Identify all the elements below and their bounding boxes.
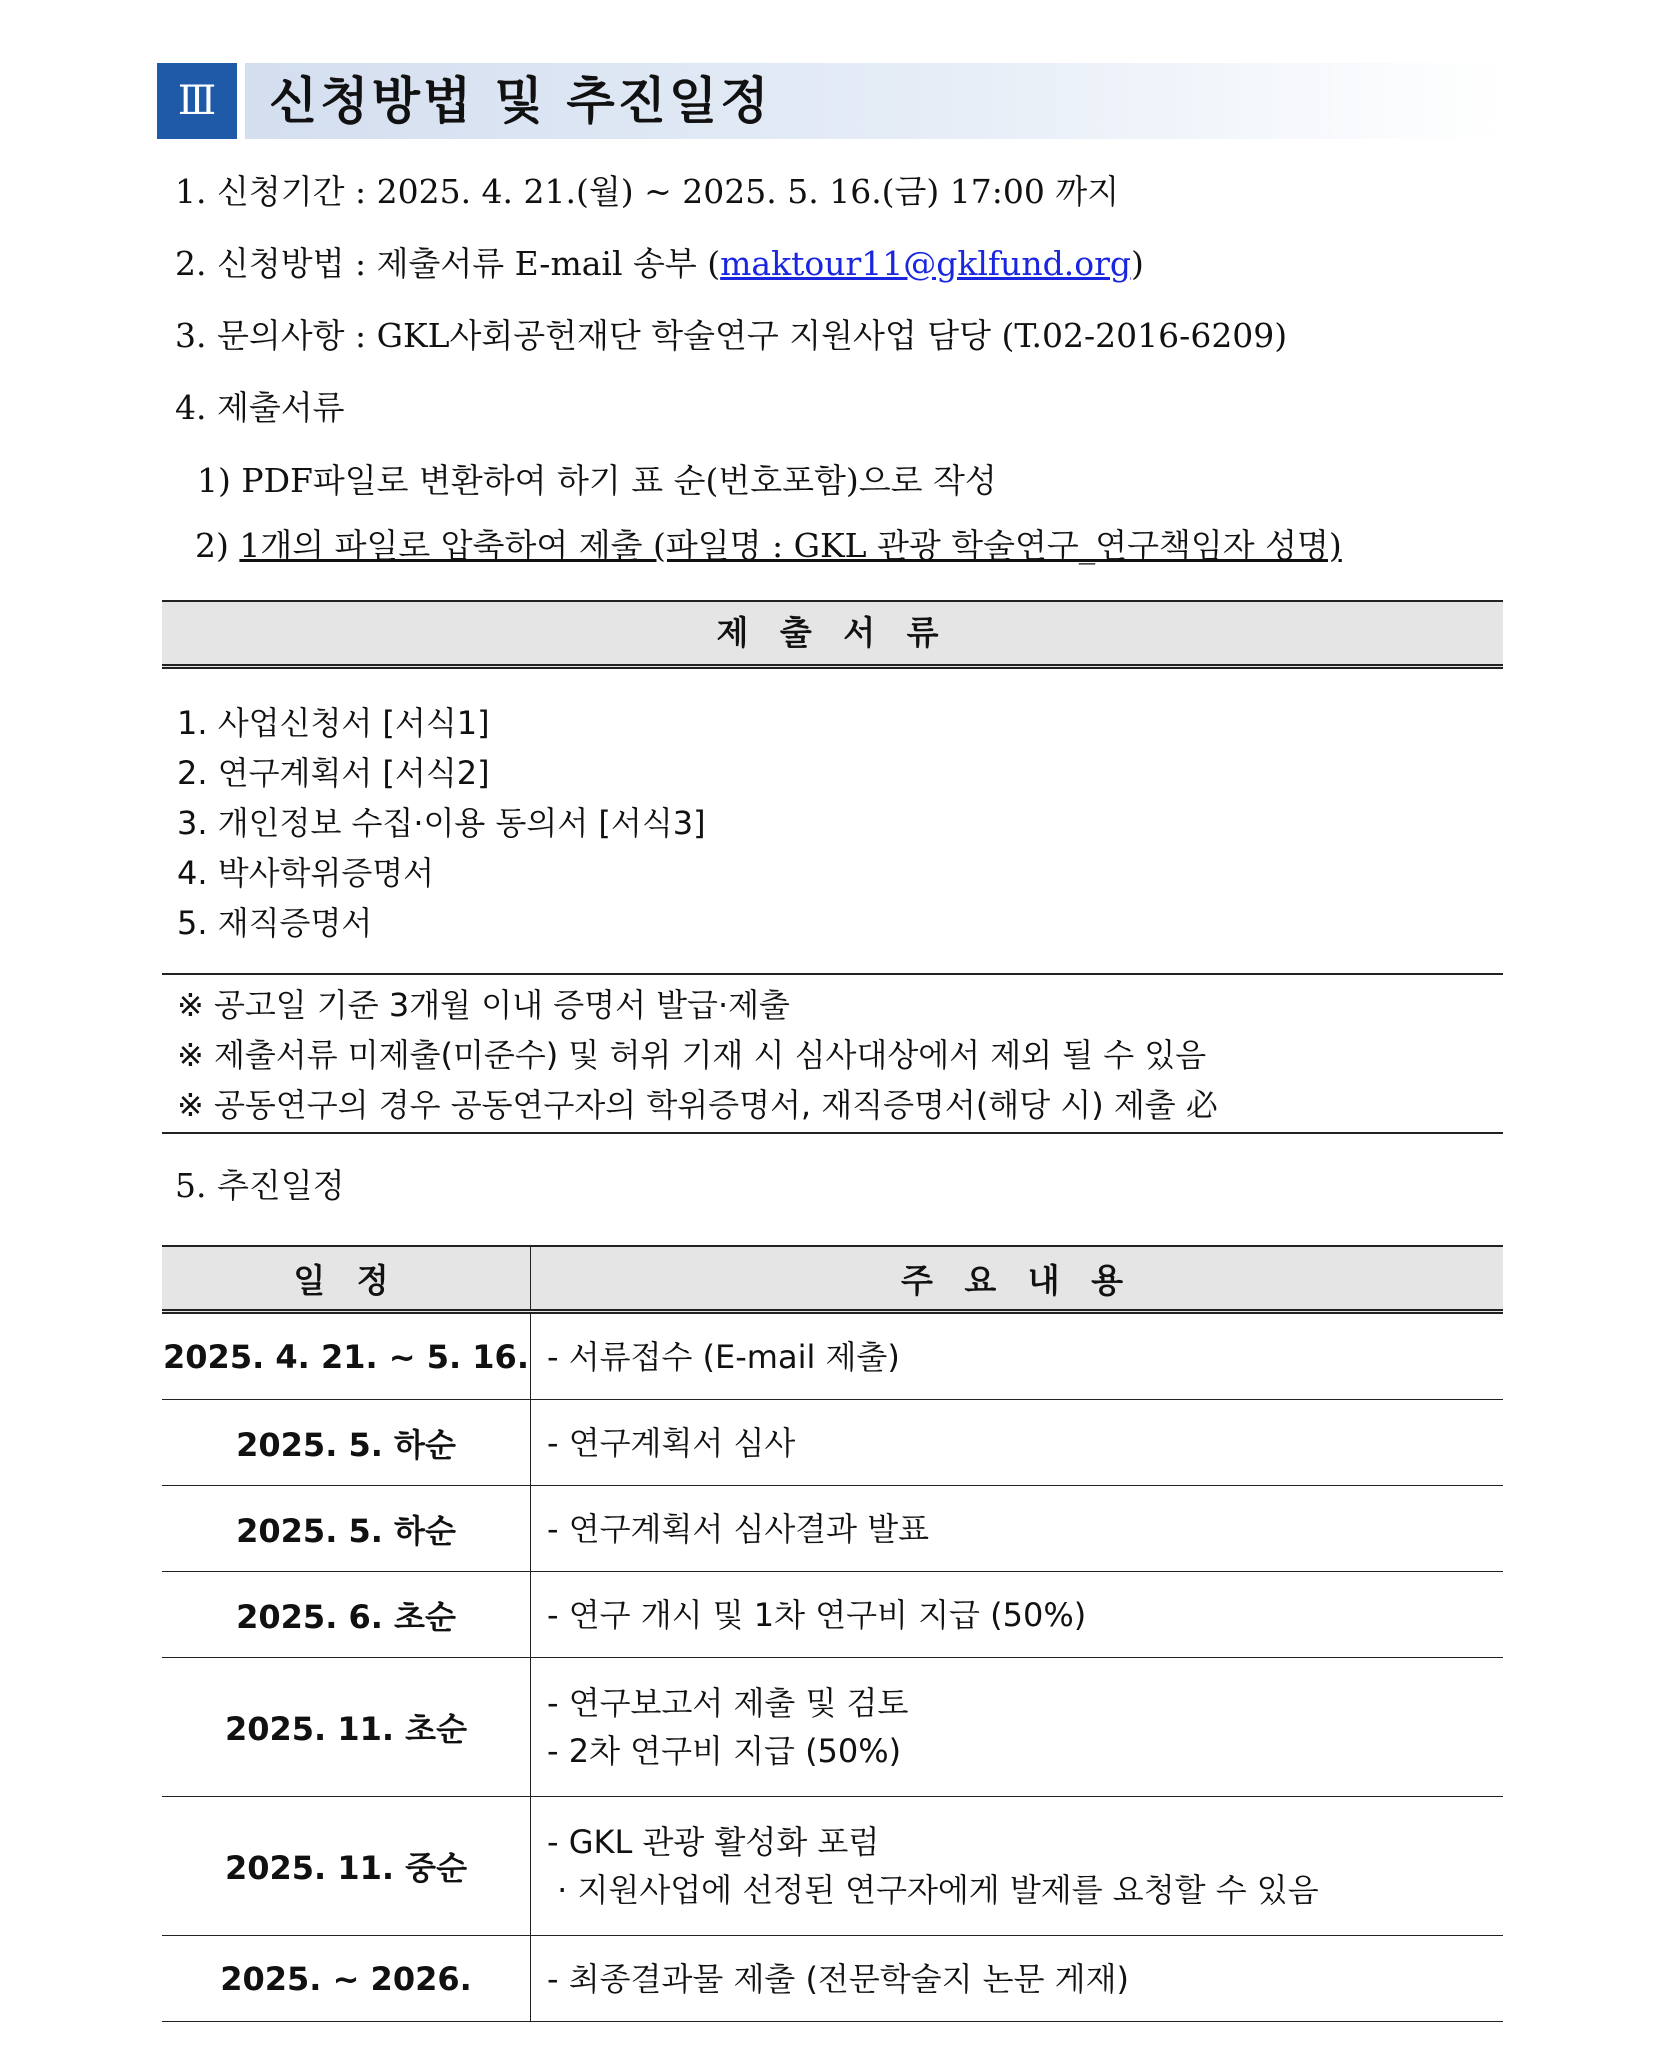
schedule-content-line: - 연구계획서 심사	[547, 1423, 796, 1462]
doc-item: 5. 재직증명서	[177, 904, 373, 942]
docs-note: ※ 공동연구의 경우 공동연구자의 학위증명서, 재직증명서(해당 시) 제출 必	[177, 1086, 1218, 1124]
schedule-date: 2025. 4. 21. ~ 5. 16.	[162, 1312, 531, 1400]
schedule-content-line: - 연구 개시 및 1차 연구비 지급 (50%)	[547, 1595, 1087, 1634]
application-period: 1. 신청기간 : 2025. 4. 21.(월) ~ 2025. 5. 16.(금) 17:00 까지	[175, 172, 1120, 211]
schedule-content	[531, 1400, 1504, 1486]
docs-bottom-rule	[162, 1132, 1503, 1134]
table-row	[162, 1312, 1503, 1400]
section-title: 신청방법 및 추진일정	[269, 72, 772, 130]
schedule-content-line: - GKL 관광 활성화 포럼	[547, 1823, 880, 1861]
schedule-content-line: - 연구보고서 제출 및 검토	[547, 1684, 909, 1722]
schedule-heading: 5. 추진일정	[175, 1166, 345, 1205]
schedule-date: 2025. ~ 2026.	[162, 1936, 531, 2022]
doc-item: 2. 연구계획서 [서식2]	[177, 754, 490, 792]
col-content-header: 주 요 내 용	[531, 1246, 1504, 1312]
schedule-header-row	[162, 1246, 1503, 1312]
schedule-content	[531, 1797, 1504, 1936]
schedule-date: 2025. 11. 중순	[162, 1797, 531, 1936]
schedule-content	[531, 1486, 1504, 1572]
schedule-date: 2025. 5. 하순	[162, 1486, 531, 1572]
table-row	[162, 1797, 1503, 1936]
table-row	[162, 1400, 1503, 1486]
docs-instruction-2	[195, 526, 1342, 566]
schedule-table	[162, 1245, 1503, 2022]
schedule-content-line: - 2차 연구비 지급 (50%)	[547, 1732, 902, 1770]
docs-box-header: 제 출 서 류	[162, 600, 1503, 669]
docs-instruction-1: 1) PDF파일로 변환하여 하기 표 순(번호포함)으로 작성	[197, 461, 997, 500]
docs-note: ※ 제출서류 미제출(미준수) 및 허위 기재 시 심사대상에서 제외 될 수 있음	[177, 1036, 1207, 1074]
docs-heading: 4. 제출서류	[175, 388, 345, 427]
schedule-content	[531, 1572, 1504, 1658]
schedule-content	[531, 1936, 1504, 2022]
table-row	[162, 1486, 1503, 1572]
section-number: Ⅲ	[157, 63, 237, 139]
schedule-content-line: - 최종결과물 제출 (전문학술지 논문 게재)	[547, 1959, 1129, 1998]
docs-note: ※ 공고일 기준 3개월 이내 증명서 발급·제출	[177, 986, 790, 1024]
col-date-header: 일 정	[162, 1246, 531, 1312]
docs-instruction-2-text: 1개의 파일로 압축하여 제출 (파일명 : GKL 관광 학술연구_연구책임자 성명)	[239, 526, 1342, 565]
table-row	[162, 1936, 1503, 2022]
docs-instruction-2-number: 2)	[195, 526, 240, 565]
schedule-date: 2025. 5. 하순	[162, 1400, 531, 1486]
application-method-prefix: 2. 신청방법 : 제출서류 E-mail 송부 (	[175, 244, 721, 283]
schedule-date: 2025. 6. 초순	[162, 1572, 531, 1658]
doc-item: 1. 사업신청서 [서식1]	[177, 704, 490, 742]
docs-divider	[162, 973, 1503, 975]
schedule-content	[531, 1658, 1504, 1797]
application-method-suffix: )	[1131, 244, 1144, 283]
email-link[interactable]: maktour11@gklfund.org	[720, 244, 1132, 283]
table-row	[162, 1572, 1503, 1658]
schedule-content-line: - 연구계획서 심사결과 발표	[547, 1509, 930, 1548]
doc-item: 3. 개인정보 수집·이용 동의서 [서식3]	[177, 804, 706, 842]
schedule-content-line: · 지원사업에 선정된 연구자에게 발제를 요청할 수 있음	[547, 1871, 1319, 1909]
schedule-content	[531, 1312, 1504, 1400]
doc-item: 4. 박사학위증명서	[177, 854, 435, 892]
section-header	[157, 63, 1504, 139]
table-row	[162, 1658, 1503, 1797]
schedule-content-line: - 서류접수 (E-mail 제출)	[547, 1337, 900, 1376]
schedule-date: 2025. 11. 초순	[162, 1658, 531, 1797]
inquiry-info: 3. 문의사항 : GKL사회공헌재단 학술연구 지원사업 담당 (T.02-2016-6209)	[175, 316, 1288, 355]
application-method	[175, 244, 1144, 284]
